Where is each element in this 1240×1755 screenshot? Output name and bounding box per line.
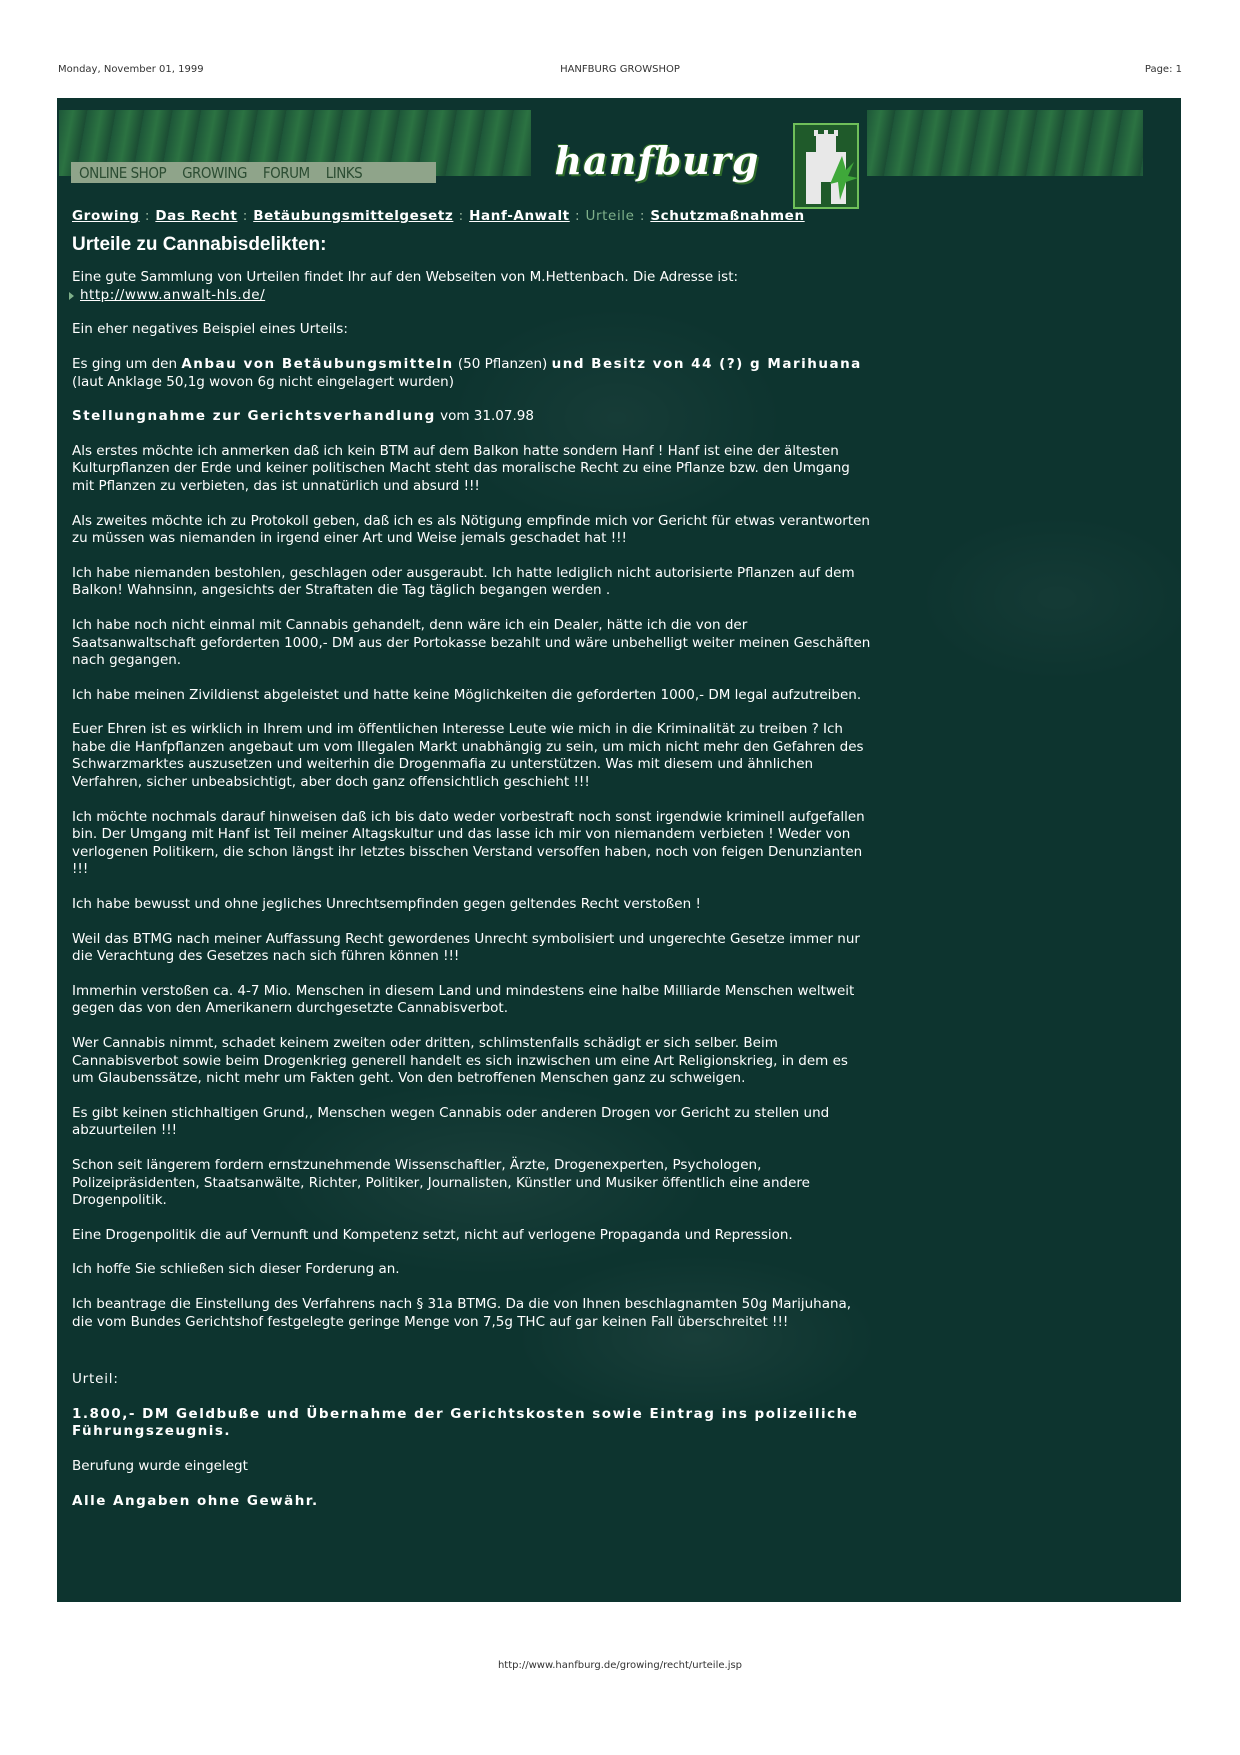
- statement-paragraph: Ich hoffe Sie schließen sich dieser Forderung an.: [72, 1261, 400, 1278]
- verdict-label: Urteil:: [72, 1371, 119, 1388]
- statement-paragraph: Ich habe bewusst und ohne jegliches Unrechtsempfinden gegen geltendes Recht verstoßen !: [72, 896, 701, 913]
- statement-paragraph: Weil das BTMG nach meiner Auffassung Recht gewordenes Unrecht symbolisiert und ungerechte Gesetze immer nur die Verachtung des Gesetzes nach sich führen können !!!: [72, 930, 860, 965]
- print-site-title: HANFBURG GROWSHOP: [560, 64, 680, 75]
- anwalt-hls-link[interactable]: http://www.anwalt-hls.de/: [80, 286, 266, 303]
- nav-growing[interactable]: GROWING: [182, 163, 247, 182]
- hanfburg-logo[interactable]: hanfburg: [554, 137, 760, 183]
- statement-paragraph: Euer Ehren ist es wirklich in Ihrem und im öffentlichen Interesse Leute wie mich in die Kriminalität zu treiben ? Ich habe die Hanfpflanzen angebaut um vom Illegalen Markt unabhängig zu sein, um mich nicht mehr den Gefahren des Schwarzmarktes auszusetzen und weiterhin die Drogenmafia zu unterstützen. Was mit diesem und ähnlichen Verfahren, sicher unbeabsichtigt, aber doch ganz offensichtlich geschieht !!!: [72, 721, 864, 791]
- breadcrumb-separator: :: [242, 208, 248, 224]
- case-text: (50 Pflanzen): [457, 355, 548, 372]
- nav-forum[interactable]: FORUM: [262, 163, 310, 182]
- statement-date: vom 31.07.98: [440, 408, 534, 425]
- castle-hemp-icon: [792, 122, 860, 210]
- statement-paragraph: Ich beantrage die Einstellung des Verfahrens nach § 31a BTMG. Da die von Ihnen beschlagnamten 50g Marijuhana, die vom Bundes Gerichtshof festgelegte geringe Menge von 7,5g THC auf gar keinen Fall überschreitet !!!: [72, 1295, 852, 1330]
- breadcrumb-current-urteile: Urteile: [585, 208, 635, 224]
- case-summary: [72, 356, 872, 391]
- statement-paragraph: Es gibt keinen stichhaltigen Grund,, Menschen wegen Cannabis oder anderen Drogen vor Gericht zu stellen und abzuurteilen !!!: [72, 1104, 830, 1139]
- example-intro: Ein eher negatives Beispiel eines Urteils:: [72, 321, 348, 338]
- disclaimer: Alle Angaben ohne Gewähr.: [72, 1492, 319, 1509]
- case-text: (laut Anklage 50,1g wovon 6g nicht eingelagert wurden): [72, 373, 454, 390]
- breadcrumb-growing[interactable]: Growing: [72, 208, 140, 224]
- print-date: Monday, November 01, 1999: [58, 64, 204, 75]
- verdict-text: 1.800,- DM Geldbuße und Übernahme der Gerichtskosten sowie Eintrag ins polizeiliche Führungszeugnis.: [72, 1405, 859, 1440]
- breadcrumb: [72, 208, 872, 226]
- breadcrumb-schutzmassnahmen[interactable]: Schutzmaßnahmen: [650, 208, 805, 224]
- page-title: Urteile zu Cannabisdelikten:: [72, 233, 327, 255]
- breadcrumb-das-recht[interactable]: Das Recht: [155, 208, 238, 224]
- intro-text: Eine gute Sammlung von Urteilen findet Ihr auf den Webseiten von M.Hettenbach. Die Adresse ist:: [72, 269, 739, 286]
- external-link-row: [69, 287, 872, 305]
- statement-paragraph: Ich möchte nochmals darauf hinweisen daß ich bis dato weder vorbestraft noch sonst irgendwie kriminell aufgefallen bin. Der Umgang mit Hanf ist Teil meiner Altagskultur und das lasse ich mir von niemandem verbieten ! Weder von verlogenen Politikern, die schon längst ihr letztes bisschen Verstand versoffen haben, noch von feigen Denunzianten !!!: [72, 808, 865, 878]
- statement-paragraph: Schon seit längerem fordern ernstzunehmende Wissenschaftler, Ärzte, Drogenexperten, Psychologen, Polizeipräsidenten, Staatsanwälte, Richter, Politiker, Journalisten, Künstler und Musiker öffentlich eine andere Drogenpolitik.: [72, 1156, 810, 1209]
- statement-paragraph: Als erstes möchte ich anmerken daß ich kein BTM auf dem Balkon hatte sondern Hanf ! Hanf ist eine der ältesten Kulturpflanzen der Erde und keiner politischen Macht steht das moralische Recht zu eine Pflanze bzw. den Umgang mit Pflanzen zu verbieten, das ist unnatürlich und absurd !!!: [72, 442, 850, 494]
- breadcrumb-btmg[interactable]: Betäubungsmittelgesetz: [253, 208, 454, 224]
- nav-links[interactable]: LINKS: [325, 163, 363, 182]
- statement-paragraph: Ich habe niemanden bestohlen, geschlagen oder ausgeraubt. Ich hatte lediglich nicht autorisierte Pflanzen auf dem Balkon! Wahnsinn, angesichts der Straftaten die Tag täglich begangen werden .: [72, 564, 855, 599]
- article: [72, 208, 872, 1527]
- statement-paragraph: Als zweites möchte ich zu Protokoll geben, daß ich es als Nötigung empfinde mich vor Gericht für etwas verantworten zu müssen was niemanden in irgend einer Art und Weise jemals geschadet hat !!!: [72, 512, 870, 547]
- breadcrumb-separator: :: [144, 208, 151, 224]
- statement-paragraph: Immerhin verstoßen ca. 4-7 Mio. Menschen in diesem Land und mindestens eine halbe Milliarde Menschen weltweit gegen das von den Amerikanern durchgesetzte Cannabisverbot.: [72, 982, 855, 1017]
- print-header: [58, 64, 1182, 80]
- arrow-bullet-icon: [69, 292, 74, 300]
- main-nav: [71, 162, 436, 183]
- breadcrumb-hanf-anwalt[interactable]: Hanf-Anwalt: [469, 208, 570, 224]
- banner-hemp-pattern-right: [867, 110, 1143, 176]
- appeal-note: Berufung wurde eingelegt: [72, 1457, 248, 1474]
- nav-online-shop[interactable]: ONLINE SHOP: [79, 163, 167, 182]
- site-banner: [57, 110, 1181, 200]
- statement-paragraph: Ich habe noch nicht einmal mit Cannabis gehandelt, denn wäre ich ein Dealer, hätte ich die von der Saatsanwaltschaft geforderten 1000,- DM aus der Portokasse bezahlt und wäre unbehelligt weiter meinen Geschäften nach gegangen.: [72, 616, 871, 669]
- statement-paragraph: Ich habe meinen Zivildienst abgeleistet und hatte keine Möglichkeiten die geforderten 1000,- DM legal aufzutreiben.: [72, 686, 862, 703]
- statement-heading: [72, 408, 872, 426]
- breadcrumb-separator: :: [639, 208, 646, 224]
- breadcrumb-separator: :: [458, 208, 464, 224]
- intro-paragraph: [72, 269, 872, 287]
- statement-paragraph: Wer Cannabis nimmt, schadet keinem zweiten oder dritten, schlimstenfalls schädigt er sich selber. Beim Cannabisverbot sowie beim Drogenkrieg generell handelt es sich inzwischen um eine Art Religionskrieg, in dem es um Glaubenssätze, nicht mehr um Fakten geht. Von den betroffenen Menschen ganz zu schweigen.: [72, 1035, 848, 1087]
- page-body: [57, 98, 1181, 1602]
- statement-paragraph: Eine Drogenpolitik die auf Vernunft und Kompetenz setzt, nicht auf verlogene Propaganda und Repression.: [72, 1226, 793, 1243]
- case-text: Es ging um den: [72, 355, 178, 372]
- statement-label: Stellungnahme zur Gerichtsverhandlung: [72, 408, 436, 425]
- case-highlight: Anbau von Betäubungsmitteln: [181, 355, 454, 372]
- print-footer-url: http://www.hanfburg.de/growing/recht/urteile.jsp: [497, 1660, 743, 1671]
- print-page-number: Page: 1: [1144, 64, 1182, 75]
- case-highlight: und Besitz von 44 (?) g Marihuana: [551, 355, 862, 372]
- breadcrumb-separator: :: [575, 208, 581, 224]
